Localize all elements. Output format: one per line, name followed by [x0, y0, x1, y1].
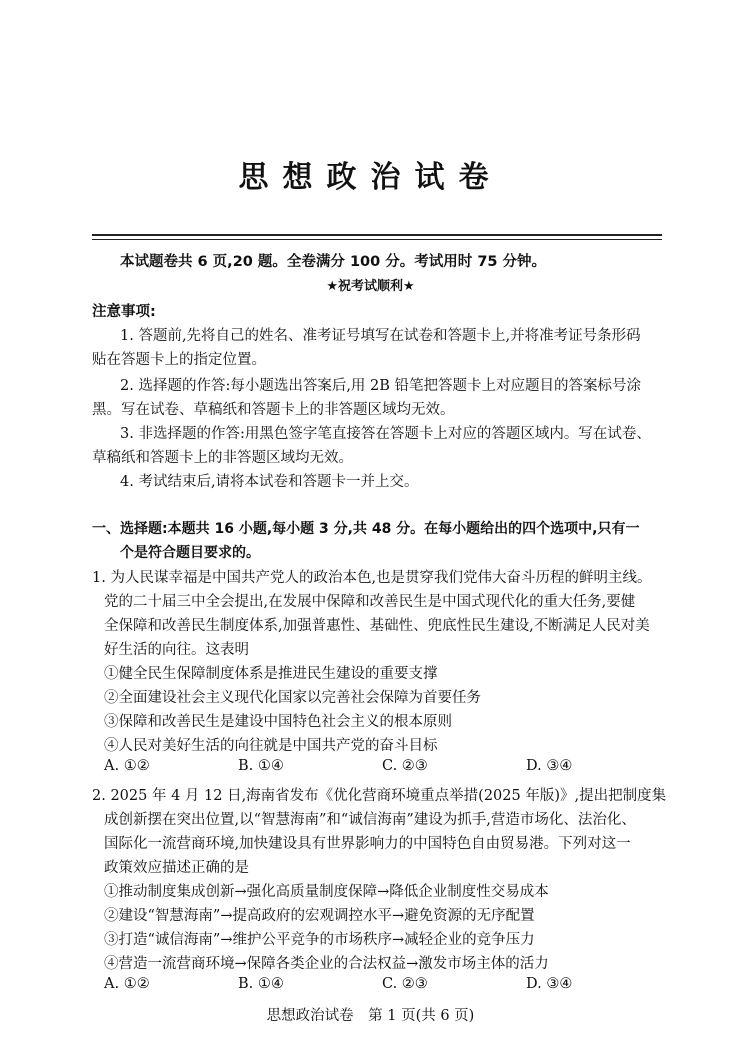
section-heading-cont: 个是符合题目要求的。 [120, 545, 260, 561]
q2-option-c: C. ②③ [382, 976, 428, 992]
top-rule-thick [92, 234, 662, 236]
good-luck-wish: ★祝考试顺利★ [326, 279, 415, 294]
q2-item: ①推动制度集成创新→强化高质量制度保障→降低企业制度性交易成本 [104, 884, 549, 900]
q2-stem-line: 国际化一流营商环境,加快建设具有世界影响力的中国特色自由贸易港。下列对这一 [104, 836, 631, 852]
q2-item: ③打造“诚信海南”→维护公平竞争的市场秩序→减轻企业的竞争压力 [104, 932, 535, 948]
q2-stem-line: 2. 2025 年 4 月 12 日,海南省发布《优化营商环境重点举措(2025 年版)》,提出把制度集 [92, 788, 667, 804]
section-heading: 一、选择题:本题共 16 小题,每小题 3 分,共 48 分。在每小题给出的四个选项中,只有一 [92, 521, 640, 537]
note-line: 2. 选择题的作答:每小题选出答案后,用 2B 铅笔把答题卡上对应题目的答案标号涂 [120, 378, 642, 394]
page-title: 思想政治试卷 [238, 160, 503, 195]
q2-option-d: D. ③④ [526, 976, 573, 992]
top-rule-thin [92, 239, 662, 240]
note-line: 贴在答题卡上的指定位置。 [92, 352, 266, 368]
q1-option-b: B. ①④ [238, 758, 284, 774]
note-line: 1. 答题前,先将自己的姓名、准考证号填写在试卷和答题卡上,并将准考证号条形码 [120, 328, 641, 344]
q1-item: ④人民对美好生活的向往就是中国共产党的奋斗目标 [104, 738, 438, 754]
q1-stem-line: 好生活的向往。这表明 [104, 642, 249, 658]
q2-stem-line: 政策效应描述正确的是 [104, 860, 249, 876]
notes-heading: 注意事项: [92, 304, 156, 320]
note-line: 3. 非选择题的作答:用黑色签字笔直接答在答题卡上对应的答题区域内。写在试卷、 [120, 426, 651, 442]
q2-stem-line: 成创新摆在突出位置,以“智慧海南”和“诚信海南”建设为抓手,营造市场化、法治化、 [104, 812, 636, 828]
q2-item: ④营造一流营商环境→保障各类企业的合法权益→激发市场主体的活力 [104, 956, 549, 972]
q1-option-d: D. ③④ [526, 758, 573, 774]
q1-option-c: C. ②③ [382, 758, 428, 774]
q1-item: ③保障和改善民生是建设中国特色社会主义的根本原则 [104, 714, 452, 730]
note-line: 4. 考试结束后,请将本试卷和答题卡一并上交。 [120, 474, 419, 490]
note-line: 草稿纸和答题卡上的非答题区域均无效。 [92, 450, 353, 466]
q2-option-b: B. ①④ [238, 976, 284, 992]
page-footer: 思想政治试卷 第 1 页(共 6 页) [266, 1008, 475, 1024]
q1-item: ②全面建设社会主义现代化国家以完善社会保障为首要任务 [104, 690, 481, 706]
q2-option-a: A. ①② [104, 976, 150, 992]
exam-info: 本试题卷共 6 页,20 题。全卷满分 100 分。考试用时 75 分钟。 [120, 254, 547, 270]
q1-stem-line: 党的二十届三中全会提出,在发展中保障和改善民生是中国式现代化的重大任务,要健 [104, 594, 636, 610]
q1-stem-line: 全保障和改善民生制度体系,加强普惠性、基础性、兜底性民生建设,不断满足人民对美 [104, 618, 650, 634]
q1-item: ①健全民生保障制度体系是推进民生建设的重要支撑 [104, 666, 438, 682]
q1-option-a: A. ①② [104, 758, 150, 774]
q1-stem-line: 1. 为人民谋幸福是中国共产党人的政治本色,也是贯穿我们党伟大奋斗历程的鲜明主线。 [92, 570, 652, 586]
q2-item: ②建设“智慧海南”→提高政府的宏观调控水平→避免资源的无序配置 [104, 908, 535, 924]
note-line: 黑。写在试卷、草稿纸和答题卡上的非答题区域均无效。 [92, 402, 455, 418]
